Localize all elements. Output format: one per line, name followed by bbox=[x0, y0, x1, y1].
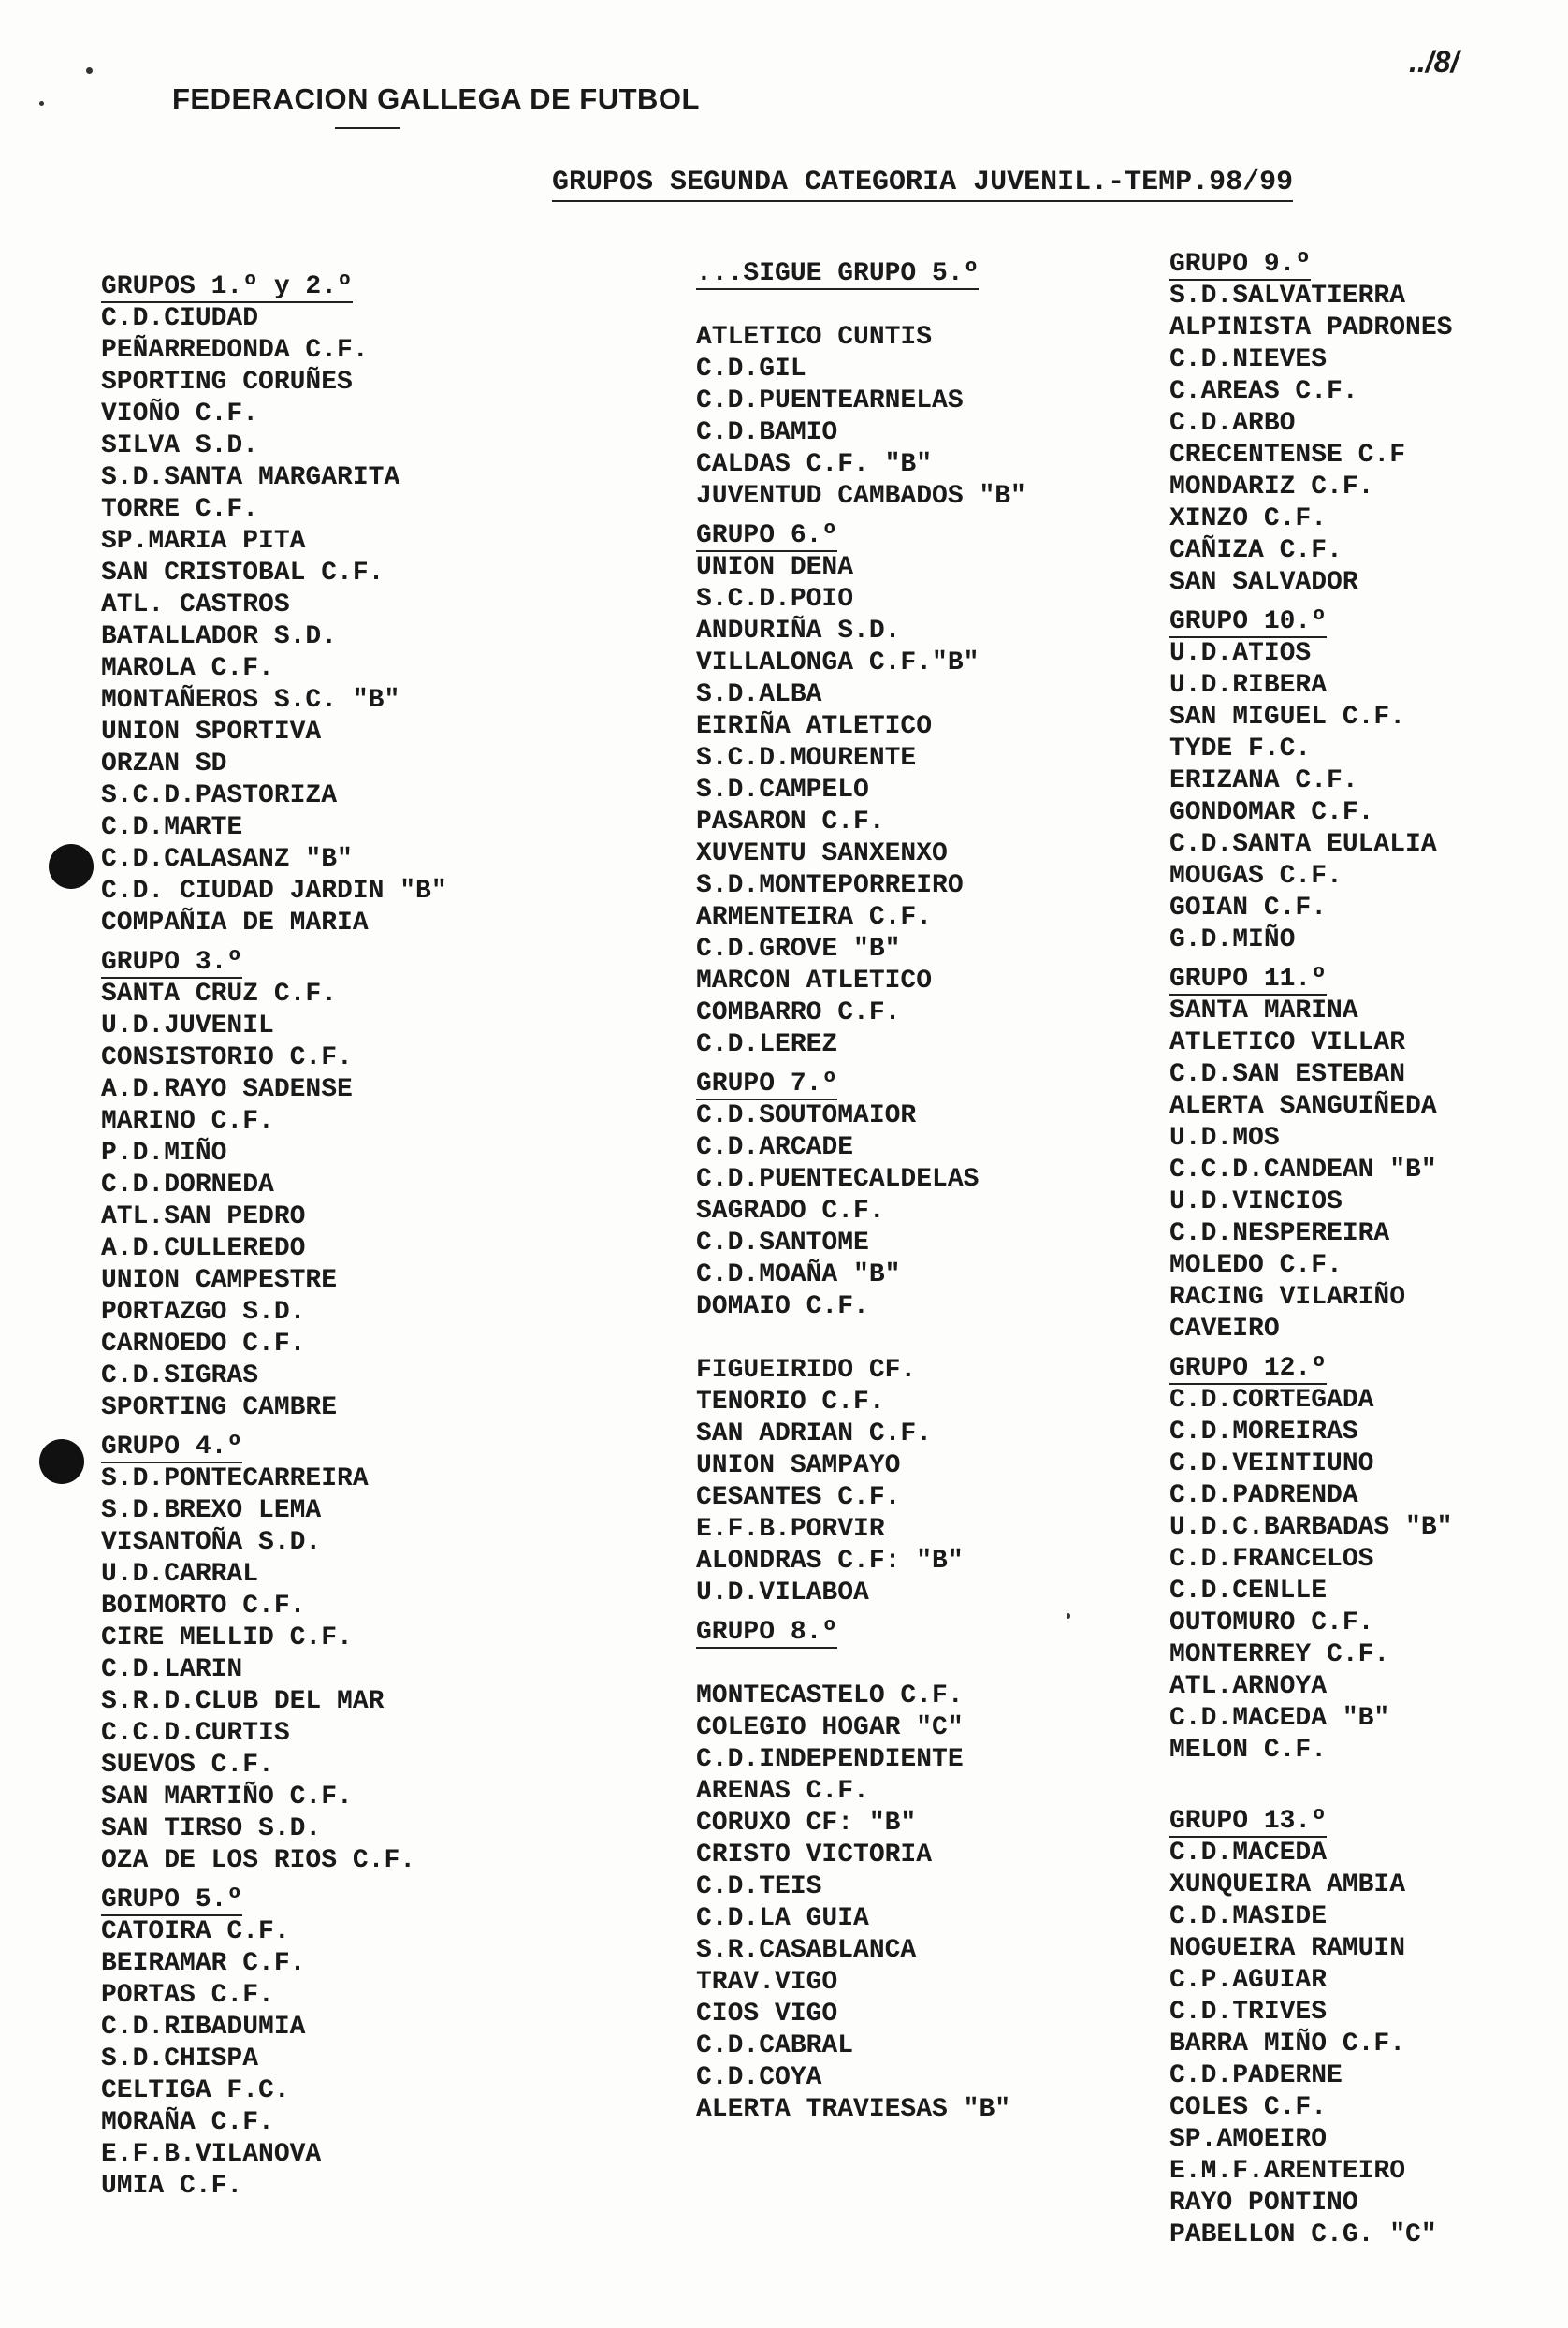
club-entry: C.D.PADERNE bbox=[1169, 2061, 1343, 2090]
club-entry: MONTAÑEROS S.C. "B" bbox=[101, 686, 400, 715]
club-entry: A.D.RAYO SADENSE bbox=[101, 1075, 353, 1104]
club-entry: CELTIGA F.C. bbox=[101, 2076, 290, 2105]
club-entry: PORTAZGO S.D. bbox=[101, 1298, 306, 1327]
club-entry: S.D.SALVATIERRA bbox=[1169, 282, 1406, 311]
club-entry: C.D.MACEDA bbox=[1169, 1839, 1328, 1868]
club-entry: CIRE MELLID C.F. bbox=[101, 1623, 353, 1652]
club-entry: C.D.SOUTOMAIOR bbox=[696, 1101, 917, 1130]
club-entry: CORUXO CF: "B" bbox=[696, 1809, 917, 1838]
club-entry: C.D.MASIDE bbox=[1169, 1902, 1328, 1931]
club-entry: CONSISTORIO C.F. bbox=[101, 1043, 353, 1072]
club-entry: UNION DENA bbox=[696, 553, 854, 582]
club-entry: MORAÑA C.F. bbox=[101, 2108, 274, 2137]
club-entry: C.D.PADRENDA bbox=[1169, 1481, 1358, 1510]
club-entry: SPORTING CAMBRE bbox=[101, 1393, 338, 1422]
club-entry: C.D.MARTE bbox=[101, 813, 243, 842]
club-entry: TRAV.VIGO bbox=[696, 1968, 838, 1997]
club-entry: PORTAS C.F. bbox=[101, 1981, 274, 2010]
club-entry: ATL.SAN PEDRO bbox=[101, 1202, 306, 1231]
club-entry: SPORTING CORUÑES bbox=[101, 368, 353, 397]
spacer bbox=[696, 290, 1183, 322]
club-entry: CAÑIZA C.F. bbox=[1169, 536, 1343, 565]
club-entry: PEÑARREDONDA C.F. bbox=[101, 336, 369, 365]
club-entry: FIGUEIRIDO CF. bbox=[696, 1356, 917, 1385]
club-entry: CALDAS C.F. "B" bbox=[696, 450, 933, 479]
club-entry: XUNQUEIRA AMBIA bbox=[1169, 1870, 1406, 1899]
club-entry: PASARON C.F. bbox=[696, 808, 885, 837]
club-entry: SP.AMOEIRO bbox=[1169, 2125, 1328, 2154]
club-entry: C.D.NESPEREIRA bbox=[1169, 1219, 1390, 1248]
document-title: GRUPOS SEGUNDA CATEGORIA JUVENIL.-TEMP.98/99 bbox=[552, 167, 1293, 202]
club-entry: C.D.CIUDAD bbox=[101, 304, 259, 333]
group-header: GRUPO 10.º bbox=[1169, 607, 1328, 636]
club-entry: CRECENTENSE C.F bbox=[1169, 441, 1406, 470]
club-entry: C.D.LEREZ bbox=[696, 1030, 838, 1059]
club-entry: GOIAN C.F. bbox=[1169, 894, 1328, 923]
club-entry: C.D.ARCADE bbox=[696, 1133, 854, 1162]
club-entry: C.D. CIUDAD JARDIN "B" bbox=[101, 877, 447, 906]
club-entry: C.D.SIGRAS bbox=[101, 1361, 259, 1390]
punch-hole bbox=[49, 844, 94, 889]
club-entry: C.D.FRANCELOS bbox=[1169, 1545, 1374, 1574]
club-entry: ERIZANA C.F. bbox=[1169, 766, 1358, 795]
club-entry: E.F.B.VILANOVA bbox=[101, 2140, 322, 2169]
club-entry: C.D.ARBO bbox=[1169, 409, 1296, 438]
group-header: GRUPO 6.º bbox=[696, 521, 838, 550]
club-entry: S.C.D.MOURENTE bbox=[696, 744, 917, 773]
club-entry: SAGRADO C.F. bbox=[696, 1197, 885, 1226]
club-entry: ALPINISTA PADRONES bbox=[1169, 313, 1453, 342]
club-entry: UNION SPORTIVA bbox=[101, 718, 322, 747]
club-entry: MONTERREY C.F. bbox=[1169, 1640, 1390, 1669]
club-entry: ATL. CASTROS bbox=[101, 590, 290, 619]
club-entry: XINZO C.F. bbox=[1169, 504, 1328, 533]
club-entry: CARNOEDO C.F. bbox=[101, 1330, 306, 1359]
club-entry: ALERTA TRAVIESAS "B" bbox=[696, 2095, 1011, 2124]
club-entry: C.D.SANTA EULALIA bbox=[1169, 830, 1437, 859]
club-entry: U.D.VINCIOS bbox=[1169, 1187, 1343, 1216]
club-entry: ALONDRAS C.F: "B" bbox=[696, 1547, 964, 1576]
club-entry: C.D.MOAÑA "B" bbox=[696, 1260, 901, 1289]
club-entry: SAN MARTIÑO C.F. bbox=[101, 1782, 353, 1811]
club-entry: U.D.JUVENIL bbox=[101, 1011, 274, 1040]
club-entry: C.D.VEINTIUNO bbox=[1169, 1449, 1374, 1478]
club-entry: C.D.TEIS bbox=[696, 1872, 822, 1901]
club-entry: TYDE F.C. bbox=[1169, 735, 1312, 764]
group-header: GRUPO 13.º bbox=[1169, 1807, 1328, 1836]
group-header: GRUPO 7.º bbox=[696, 1069, 838, 1099]
club-entry: BEIRAMAR C.F. bbox=[101, 1949, 306, 1978]
club-entry: CESANTES C.F. bbox=[696, 1483, 901, 1512]
club-entry: CATOIRA C.F. bbox=[101, 1917, 290, 1946]
club-entry: SAN ADRIAN C.F. bbox=[696, 1419, 933, 1448]
club-entry: C.D.GIL bbox=[696, 355, 806, 384]
club-entry: C.D.RIBADUMIA bbox=[101, 2013, 306, 2042]
punch-hole bbox=[39, 1439, 84, 1484]
club-entry: U.D.VILABOA bbox=[696, 1579, 869, 1608]
club-entry: SP.MARIA PITA bbox=[101, 527, 306, 556]
club-entry: SAN CRISTOBAL C.F. bbox=[101, 559, 385, 588]
club-entry: RAYO PONTINO bbox=[1169, 2189, 1358, 2218]
group-header: GRUPO 5.º bbox=[101, 1885, 243, 1914]
club-entry: E.M.F.ARENTEIRO bbox=[1169, 2157, 1406, 2186]
club-entry: C.C.D.CURTIS bbox=[101, 1719, 290, 1748]
club-entry: SILVA S.D. bbox=[101, 431, 259, 460]
club-entry: C.D.LARIN bbox=[101, 1655, 243, 1684]
club-entry: S.C.D.POIO bbox=[696, 585, 854, 614]
club-entry: MARINO C.F. bbox=[101, 1107, 274, 1136]
club-entry: C.C.D.CANDEAN "B" bbox=[1169, 1156, 1437, 1185]
club-entry: MONDARIZ C.F. bbox=[1169, 473, 1374, 502]
club-entry: E.F.B.PORVIR bbox=[696, 1515, 885, 1544]
club-entry: NOGUEIRA RAMUIN bbox=[1169, 1934, 1406, 1963]
club-entry: SAN MIGUEL C.F. bbox=[1169, 703, 1406, 732]
club-entry: COLEGIO HOGAR "C" bbox=[696, 1713, 964, 1742]
club-entry: C.D.BAMIO bbox=[696, 418, 838, 447]
club-entry bbox=[696, 1323, 1183, 1355]
club-entry: U.D.RIBERA bbox=[1169, 671, 1328, 700]
club-entry: SANTA CRUZ C.F. bbox=[101, 980, 338, 1009]
club-entry: C.D.PUENTEARNELAS bbox=[696, 386, 964, 415]
club-entry: C.D.INDEPENDIENTE bbox=[696, 1745, 964, 1774]
organization-underline bbox=[335, 127, 400, 129]
club-entry: C.P.AGUIAR bbox=[1169, 1966, 1328, 1995]
club-entry: C.D.CENLLE bbox=[1169, 1577, 1328, 1606]
club-entry: ANDURIÑA S.D. bbox=[696, 617, 901, 646]
group-header: GRUPO 3.º bbox=[101, 948, 243, 977]
group-header: GRUPO 11.º bbox=[1169, 965, 1328, 994]
club-entry: S.D.MONTEPORREIRO bbox=[696, 871, 964, 900]
club-entry: ARMENTEIRA C.F. bbox=[696, 903, 933, 932]
club-entry: SUEVOS C.F. bbox=[101, 1751, 274, 1780]
club-entry: CIOS VIGO bbox=[696, 2000, 838, 2029]
club-entry: BOIMORTO C.F. bbox=[101, 1592, 306, 1621]
club-entry: UMIA C.F. bbox=[101, 2172, 243, 2201]
club-entry: CAVEIRO bbox=[1169, 1315, 1280, 1344]
club-entry: U.D.CARRAL bbox=[101, 1560, 259, 1589]
club-entry: COMPAÑIA DE MARIA bbox=[101, 909, 369, 938]
club-entry: S.D.CHISPA bbox=[101, 2044, 259, 2073]
group-header: GRUPO 12.º bbox=[1169, 1354, 1328, 1383]
group-header: GRUPOS 1.º y 2.º bbox=[101, 272, 353, 301]
club-entry: C.D.SANTOME bbox=[696, 1229, 869, 1258]
club-entry: C.D.TRIVES bbox=[1169, 1998, 1328, 2027]
club-entry: CRISTO VICTORIA bbox=[696, 1841, 933, 1870]
club-entry: ARENAS C.F. bbox=[696, 1777, 869, 1806]
scan-speck bbox=[1067, 1613, 1070, 1619]
club-entry: BARRA MIÑO C.F. bbox=[1169, 2030, 1406, 2059]
club-entry: C.D.COYA bbox=[696, 2063, 822, 2092]
club-entry bbox=[1169, 1767, 1568, 1798]
club-entry: S.R.CASABLANCA bbox=[696, 1936, 917, 1965]
club-entry: OZA DE LOS RIOS C.F. bbox=[101, 1846, 416, 1875]
club-entry: C.D.CABRAL bbox=[696, 2031, 854, 2060]
club-entry: S.D.ALBA bbox=[696, 680, 822, 709]
club-entry: C.D.LA GUIA bbox=[696, 1904, 869, 1933]
club-entry: UNION CAMPESTRE bbox=[101, 1266, 338, 1295]
club-entry: C.D.SAN ESTEBAN bbox=[1169, 1060, 1406, 1089]
group-header: GRUPO 9.º bbox=[1169, 250, 1312, 279]
club-entry: C.D.CALASANZ "B" bbox=[101, 845, 353, 874]
club-entry: S.D.CAMPELO bbox=[696, 776, 869, 805]
club-entry: G.D.MIÑO bbox=[1169, 925, 1296, 954]
club-entry: S.C.D.PASTORIZA bbox=[101, 781, 338, 810]
club-entry: SAN SALVADOR bbox=[1169, 568, 1358, 597]
club-entry: MOUGAS C.F. bbox=[1169, 862, 1343, 891]
club-entry: DOMAIO C.F. bbox=[696, 1292, 869, 1321]
group-header: GRUPO 8.º bbox=[696, 1618, 838, 1647]
group-header: ...SIGUE GRUPO 5.º bbox=[696, 259, 980, 288]
club-entry: ORZAN SD bbox=[101, 749, 227, 778]
club-entry: BATALLADOR S.D. bbox=[101, 622, 338, 651]
club-entry: VILLALONGA C.F."B" bbox=[696, 648, 980, 677]
club-entry: C.D.DORNEDA bbox=[101, 1171, 274, 1200]
club-entry: ALERTA SANGUIÑEDA bbox=[1169, 1092, 1437, 1121]
club-entry: SAN TIRSO S.D. bbox=[101, 1814, 322, 1843]
club-entry: COLES C.F. bbox=[1169, 2093, 1328, 2122]
club-entry: RACING VILARIÑO bbox=[1169, 1283, 1406, 1312]
club-entry: P.D.MIÑO bbox=[101, 1139, 227, 1168]
page-number: ../8/ bbox=[1409, 45, 1459, 79]
club-entry: ATLETICO VILLAR bbox=[1169, 1028, 1406, 1057]
club-entry: VISANTOÑA S.D. bbox=[101, 1528, 322, 1557]
club-entry: PABELLON C.G. "C" bbox=[1169, 2220, 1437, 2249]
club-entry: S.D.SANTA MARGARITA bbox=[101, 463, 400, 492]
club-entry: MARCON ATLETICO bbox=[696, 967, 933, 996]
club-entry: MONTECASTELO C.F. bbox=[696, 1681, 964, 1710]
club-entry: C.D.MACEDA "B" bbox=[1169, 1704, 1390, 1733]
club-entry: GONDOMAR C.F. bbox=[1169, 798, 1374, 827]
club-entry: S.D.BREXO LEMA bbox=[101, 1496, 322, 1525]
club-entry: SANTA MARINA bbox=[1169, 997, 1358, 1026]
club-entry: U.D.ATIOS bbox=[1169, 639, 1312, 668]
club-entry: COMBARRO C.F. bbox=[696, 998, 901, 1027]
group-header: GRUPO 4.º bbox=[101, 1433, 243, 1462]
scan-speck bbox=[86, 67, 93, 74]
club-entry: VIOÑO C.F. bbox=[101, 400, 259, 429]
club-entry: MAROLA C.F. bbox=[101, 654, 274, 683]
club-entry: OUTOMURO C.F. bbox=[1169, 1608, 1374, 1637]
club-entry: C.D.GROVE "B" bbox=[696, 935, 901, 964]
club-entry: U.D.MOS bbox=[1169, 1124, 1280, 1153]
club-entry: C.D.MOREIRAS bbox=[1169, 1418, 1358, 1447]
club-entry: C.D.CORTEGADA bbox=[1169, 1386, 1374, 1415]
club-entry: U.D.C.BARBADAS "B" bbox=[1169, 1513, 1453, 1542]
column-3 bbox=[1169, 241, 1568, 2251]
club-entry: C.D.NIEVES bbox=[1169, 345, 1328, 374]
club-entry: UNION SAMPAYO bbox=[696, 1451, 901, 1480]
club-entry: S.D.PONTECARREIRA bbox=[101, 1464, 369, 1493]
club-entry: TENORIO C.F. bbox=[696, 1388, 885, 1417]
column-1 bbox=[101, 264, 588, 2203]
club-entry: MELON C.F. bbox=[1169, 1736, 1328, 1765]
spacer bbox=[696, 1649, 1183, 1681]
club-entry: TORRE C.F. bbox=[101, 495, 259, 524]
club-entry: C.AREAS C.F. bbox=[1169, 377, 1358, 406]
club-entry: EIRIÑA ATLETICO bbox=[696, 712, 933, 741]
club-entry: JUVENTUD CAMBADOS "B" bbox=[696, 482, 1026, 511]
club-entry: ATLETICO CUNTIS bbox=[696, 323, 933, 352]
club-entry: C.D.PUENTECALDELAS bbox=[696, 1165, 980, 1194]
column-2 bbox=[696, 251, 1183, 2126]
club-entry: A.D.CULLEREDO bbox=[101, 1234, 306, 1263]
scan-speck bbox=[39, 101, 44, 106]
club-entry: ATL.ARNOYA bbox=[1169, 1672, 1328, 1701]
club-entry: S.R.D.CLUB DEL MAR bbox=[101, 1687, 385, 1716]
club-entry: MOLEDO C.F. bbox=[1169, 1251, 1343, 1280]
club-entry: XUVENTU SANXENXO bbox=[696, 839, 948, 868]
organization-name: FEDERACION GALLEGA DE FUTBOL bbox=[172, 82, 700, 115]
